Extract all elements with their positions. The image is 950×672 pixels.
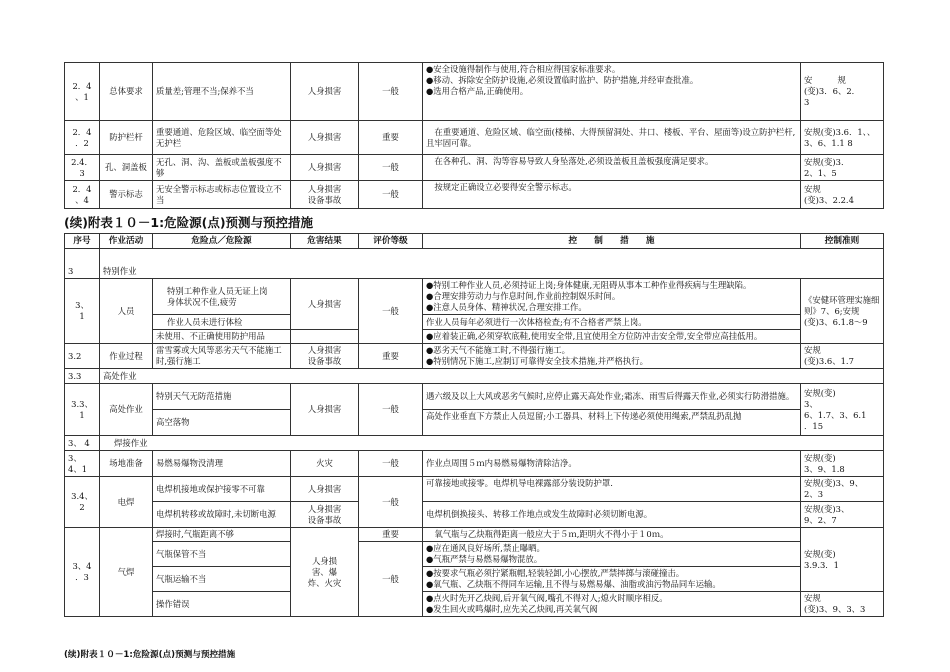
item-name: 警示标志 [100, 181, 153, 209]
level-cell: 一般 [359, 451, 423, 477]
item-name: 防护栏杆 [100, 121, 153, 155]
norm-cell: 安规(变) 3.9.3．1 [801, 528, 884, 592]
hazard-cell: 电焊机转移或故障时,未切断电源 [153, 502, 291, 528]
norm-cell: 安规 (变)3.6、1.7 [801, 344, 884, 369]
result-cell: 人身损 害、爆 炸、火灾 [291, 528, 359, 617]
control-cell: ●按要求气瓶必须拧紧瓶帽,轻装轻卸,小心摆放,严禁摔掷与滚碰撞击。 ●氧气瓶、乙炔瓶不得同车运输,且不得与易燃易爆、油脂或油污物品同车运输。 [423, 567, 801, 592]
table-row [65, 451, 884, 477]
table-row [65, 279, 884, 315]
table-row [65, 121, 884, 155]
table-header-row [65, 234, 884, 249]
control-cell: 作业点周围５ｍ内易燃易爆物清除洁净。 [423, 451, 801, 477]
table-row [65, 155, 884, 181]
table-row [65, 410, 884, 436]
section-title: 特别作业 [100, 249, 884, 279]
level-cell: 一般 [359, 477, 423, 528]
table-row [65, 63, 884, 121]
hazard-cell: 质量差;管理不当;保养不当 [153, 63, 291, 121]
hazard-cell: 易燃易爆物没清理 [153, 451, 291, 477]
header-control: 控 制 措 施 [423, 234, 801, 249]
norm-cell: 安规(变) 3、9、1.8 [801, 451, 884, 477]
level-cell: 一般 [359, 63, 423, 121]
table-row [65, 542, 884, 567]
hazard-cell: 高空落物 [153, 410, 291, 436]
header-level: 评价等级 [359, 234, 423, 249]
result-cell: 人身损害 [291, 477, 359, 502]
row-number: 2．4 ．2 [65, 121, 100, 155]
activity-cell: 场地准备 [100, 451, 153, 477]
control-cell: 在重要通道、危险区域、临空面(楼梯、大得预留洞处、井口、楼板、平台、屋面等)设立防护栏杆,且牢固可靠。 [423, 121, 801, 155]
control-cell: ●应着装正确,必须穿软底鞋,使用安全带,且宜使用全方位防冲击安全带,安全带应高挂低用。 [423, 330, 801, 344]
row-number: 3.2 [65, 344, 100, 369]
activity-cell: 气焊 [100, 528, 153, 617]
section-title: 焊接作业 [100, 436, 884, 451]
level-cell: 一般 [359, 279, 423, 344]
table-row [65, 330, 884, 344]
result-cell: 人身损害 [291, 155, 359, 181]
norm-cell: 安规(变)3.6．1、、 3、6、1.1 8 [801, 121, 884, 155]
table-row [65, 344, 884, 369]
control-cell: 遇六级及以上大风或恶劣气候时,应停止露天高处作业;霜冻、雨雪后得露天作业,必须实行防滑措施。 [423, 384, 801, 410]
level-cell: 重要 [359, 528, 423, 542]
row-number: 2．4 、1 [65, 63, 100, 121]
table-row [65, 502, 884, 528]
activity-cell: 作业过程 [100, 344, 153, 369]
table-row [65, 315, 884, 330]
control-cell: 氧气瓶与乙炔瓶得距离一般应大于５ｍ,距明火不得小于１0ｍ。 [423, 528, 801, 542]
control-cell: 电焊机倒换接头、转移工作地点或发生故障时必须切断电源。 [423, 502, 801, 528]
table-row [65, 181, 884, 209]
norm-cell: 安规 (变)3、2.2.4 [801, 181, 884, 209]
section-title: 高处作业 [100, 369, 884, 384]
header-result: 危害结果 [291, 234, 359, 249]
row-number: 3.4、 2 [65, 477, 100, 528]
header-activity: 作业活动 [100, 234, 153, 249]
row-number: 3、4 ．3 [65, 528, 100, 617]
row-number: 3、 4、1 [65, 451, 100, 477]
table-row [65, 477, 884, 502]
level-cell: 一般 [359, 542, 423, 617]
hazard-cell: 无安全警示标志或标志位置设立不当 [153, 181, 291, 209]
row-number: 2．4 、4 [65, 181, 100, 209]
activity-cell: 人员 [100, 279, 153, 344]
norm-cell: 安规(变)3． 2、1、5 [801, 155, 884, 181]
control-cell: ●特别工种作业人员,必须持证上岗;身体健康,无阻碍从事本工种作业得疾病与生理缺陷。 ●合理安排劳动力与作息时间,作业前控制娱乐时间。 ●注意人员身体、精神状况,合理安排工作。 [423, 279, 801, 315]
level-cell: 一般 [359, 181, 423, 209]
hazard-cell: 焊接时,气瓶距离不够 [153, 528, 291, 542]
result-cell: 人身损害 设备事故 [291, 181, 359, 209]
result-cell: 人身损害 设备事故 [291, 344, 359, 369]
section-row [65, 436, 884, 451]
activity-cell: 电焊 [100, 477, 153, 528]
section-row [65, 369, 884, 384]
hazard-cell: 气瓶运输不当 [153, 567, 291, 592]
result-cell: 人身损害 [291, 279, 359, 330]
norm-cell: 《安健环管理实施细则》7、6;安规(变)3、6.1.8～9 [801, 279, 884, 344]
table-row [65, 528, 884, 542]
result-cell: 人身损害 [291, 121, 359, 155]
control-cell: 按规定正确设立必要得安全警示标志。 [423, 181, 801, 209]
section-number: 3、 4 [65, 436, 100, 451]
row-number: 2.4． 3 [65, 155, 100, 181]
control-cell: ●安全设施得制作与使用,符合相应得国家标准要求。 ●移动、拆除安全防护设施,必须设置临时监护、防护措施,并经审查批准。 ●选用合格产品,正确使用。 [423, 63, 801, 121]
norm-cell: 安规(变)3、9、 2、3 [801, 477, 884, 502]
section-number: 3 [65, 249, 100, 279]
item-name: 孔、洞盖板 [100, 155, 153, 181]
result-cell: 人身损害 [291, 384, 359, 436]
section-number: 3.3 [65, 369, 100, 384]
hazard-cell: 未使用、不正确使用防护用品 [153, 330, 291, 344]
control-cell: 高处作业垂直下方禁止人员逗留;小工器具、材料上下传递必须使用绳索,严禁乱扔乱抛 [423, 410, 801, 436]
control-cell: 可靠接地或接零。电焊机导电裸露部分装设防护罩. [423, 477, 801, 502]
norm-cell: 安 规 (变)3．6、2． 3 [801, 63, 884, 121]
table-caption: (续)附表１０－1:危险源(点)预测与预控措施 [64, 215, 314, 230]
header-hazard: 危险点／危险源 [153, 234, 291, 249]
hazard-table-continued [64, 62, 884, 209]
control-cell: ●恶劣天气不能施工时,不得强行施工。 ●特别情况下施工,应制订可靠得安全技术措施,并严格执行。 [423, 344, 801, 369]
hazard-cell: 电焊机接地或保护接零不可靠 [153, 477, 291, 502]
control-cell: 在各种孔、洞、沟等容易导致人身坠落处,必须设盖板且盖板强度满足要求。 [423, 155, 801, 181]
table-row [65, 384, 884, 410]
header-norm: 控制准则 [801, 234, 884, 249]
row-number: 3.3、 1 [65, 384, 100, 436]
item-name: 总体要求 [100, 63, 153, 121]
control-cell: ●点火时先开乙炔阀,后开氧气阀,嘴孔不得对人;熄火时顺序相反。 ●发生回火或鸣爆时,应先关乙炔阀,再关氧气阀 [423, 592, 801, 617]
table-row [65, 567, 884, 592]
result-cell: 人身损害 设备事故 [291, 502, 359, 528]
hazard-cell: 特别天气无防范措施 [153, 384, 291, 410]
level-cell: 一般 [359, 155, 423, 181]
hazard-cell: 作业人员未进行体检 [153, 315, 291, 330]
control-cell: ●应在通风良好场所,禁止曝晒。 ●气瓶严禁与易燃易爆物混放。 [423, 542, 801, 567]
hazard-cell: 无孔、洞、沟、盖板或盖板强度不够 [153, 155, 291, 181]
hazard-cell: 重要通道、危险区域、临空面等处无护栏 [153, 121, 291, 155]
table-caption-footer: (续)附表１０－1:危险源(点)预测与预控措施 [64, 650, 236, 660]
level-cell: 一般 [359, 384, 423, 436]
norm-cell: 安规 (变)3、9、3、3 [801, 592, 884, 617]
control-cell: 作业人员每年必须进行一次体格检查;有不合格者严禁上岗。 [423, 315, 801, 330]
header-no: 序号 [65, 234, 100, 249]
hazard-cell: 雷雪雾或大风等恶劣天气不能施工时,强行施工 [153, 344, 291, 369]
hazard-table [64, 233, 884, 617]
section-row [65, 249, 884, 279]
result-cell: 人身损害 [291, 63, 359, 121]
activity-cell: 高处作业 [100, 384, 153, 436]
result-cell: 火灾 [291, 451, 359, 477]
hazard-cell: 气瓶保管不当 [153, 542, 291, 567]
level-cell: 重要 [359, 121, 423, 155]
norm-cell: 安规(变) 3、 6、1.7、3、6.1 ．15 [801, 384, 884, 436]
hazard-cell: 特别工种作业人员无证上岗 身体状况不佳,疲劳 [153, 279, 291, 315]
table-row [65, 592, 884, 617]
norm-cell: 安规(变)3、 9、2、7 [801, 502, 884, 528]
row-number: 3、 1 [65, 279, 100, 344]
hazard-cell: 操作错误 [153, 592, 291, 617]
level-cell: 重要 [359, 344, 423, 369]
